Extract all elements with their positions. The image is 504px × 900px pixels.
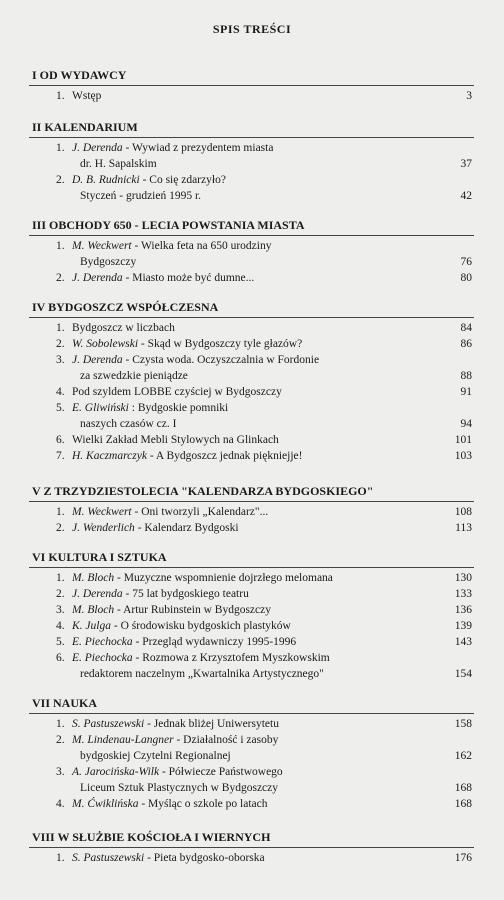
- toc-entry[interactable]: [0, 650, 504, 666]
- entry-title: [72, 238, 271, 254]
- entry-title: [72, 352, 319, 368]
- entry-title: [72, 140, 273, 156]
- entry-number: 4.: [56, 798, 65, 810]
- entry-text: Wielki Zakład Mebli Stylowych na Glinkach: [72, 434, 279, 446]
- entry-text: - Czysta woda. Oczyszczalnia w Fordonie: [122, 354, 320, 366]
- entry-page-number: 42: [460, 190, 472, 202]
- section-heading: IV BYDGOSZCZ WSPÓŁCZESNA: [32, 300, 219, 314]
- toc-entry-continuation: [0, 748, 504, 764]
- entry-number: 2.: [56, 338, 65, 350]
- entry-text: - O środowisku bydgoskich plastyków: [110, 620, 291, 632]
- entry-number: 1.: [56, 572, 65, 584]
- entry-page-number: 113: [455, 522, 472, 534]
- entry-page-number: 91: [460, 386, 472, 398]
- entry-text: - Przegląd wydawniczy 1995-1996: [132, 636, 297, 648]
- toc-entry[interactable]: [0, 140, 504, 156]
- entry-number: 1.: [56, 718, 65, 730]
- entry-page-number: 37: [460, 158, 472, 170]
- entry-title: [72, 400, 228, 416]
- entry-text: - Pieta bydgosko-oborska: [144, 852, 265, 864]
- entry-page-number: 80: [460, 272, 472, 284]
- entry-page-number: 176: [454, 852, 472, 864]
- entry-page-number: 136: [454, 604, 472, 616]
- section-heading: VI KULTURA I SZTUKA: [32, 550, 167, 564]
- entry-author: M. Weckwert: [72, 506, 132, 518]
- entry-number: 2.: [56, 588, 65, 600]
- entry-author: K. Julga: [72, 620, 111, 632]
- toc-entry[interactable]: [0, 764, 504, 780]
- entry-text: - Co się zdarzyło?: [139, 174, 226, 186]
- entry-text: - A Bydgoszcz jednak piękniejje!: [146, 450, 303, 462]
- toc-entry[interactable]: [0, 796, 504, 812]
- entry-number: 2.: [56, 272, 65, 284]
- entry-text: - Oni tworzyli „Kalendarz"...: [131, 506, 269, 518]
- entry-text: - Artur Rubinstein w Bydgoszczy: [114, 604, 271, 616]
- entry-page-number: 143: [454, 636, 472, 648]
- entry-title: [72, 850, 265, 866]
- toc-entry[interactable]: [0, 716, 504, 732]
- entry-title: [72, 520, 239, 536]
- toc-entry[interactable]: [0, 850, 504, 866]
- entry-continuation-text: dr. H. Sapalskim: [80, 158, 157, 170]
- entry-number: 3.: [56, 354, 65, 366]
- toc-entry-continuation: [0, 156, 504, 172]
- entry-number: 1.: [56, 506, 65, 518]
- entry-author: H. Kaczmarczyk: [72, 450, 147, 462]
- entry-number: 1.: [56, 322, 65, 334]
- entry-author: M. Ćwiklińska: [72, 798, 139, 810]
- entry-title: [72, 796, 267, 812]
- entry-continuation-text: Styczeń - grudzień 1995 r.: [80, 190, 202, 202]
- entry-title: [72, 716, 279, 732]
- toc-entry-continuation: [0, 416, 504, 432]
- page-title: SPIS TREŚCI: [212, 22, 292, 36]
- entry-page-number: 76: [460, 256, 472, 268]
- entry-author: M. Bloch: [72, 572, 115, 584]
- section-divider: [29, 713, 474, 714]
- entry-text: - 75 lat bydgoskiego teatru: [122, 588, 249, 600]
- toc-entry-continuation: [0, 188, 504, 204]
- entry-author: J. Wenderlich: [72, 522, 135, 534]
- toc-entry[interactable]: [0, 400, 504, 416]
- entry-text: - Działalność i zasoby: [173, 734, 279, 746]
- entry-author: D. B. Rudnicki: [72, 174, 140, 186]
- toc-entry[interactable]: [0, 732, 504, 748]
- entry-page-number: 154: [454, 668, 472, 680]
- toc-entry[interactable]: [0, 448, 504, 464]
- entry-number: 4.: [56, 386, 65, 398]
- entry-continuation-text: Liceum Sztuk Plastycznych w Bydgoszczy: [80, 782, 279, 794]
- entry-text: - Muzyczne wspomnienie dojrzłego melomana: [114, 572, 333, 584]
- entry-page-number: 94: [460, 418, 472, 430]
- entry-page-number: 133: [454, 588, 472, 600]
- toc-entry[interactable]: [0, 270, 504, 286]
- toc-entry[interactable]: [0, 336, 504, 352]
- entry-page-number: 88: [460, 370, 472, 382]
- entry-number: 1.: [56, 90, 65, 102]
- entry-number: 3.: [56, 766, 65, 778]
- entry-text: - Miasto może być dumne...: [122, 272, 255, 284]
- entry-page-number: 86: [460, 338, 472, 350]
- toc-entry[interactable]: [0, 570, 504, 586]
- entry-continuation-text: za szwedzkie pieniądze: [80, 370, 188, 382]
- entry-author: A. Jarocińska-Wilk: [72, 766, 160, 778]
- entry-text: - Wywiad z prezydentem miasta: [122, 142, 274, 154]
- section-heading: II KALENDARIUM: [32, 120, 138, 134]
- entry-title: [72, 732, 278, 748]
- entry-continuation-text: bydgoskiej Czytelni Regionalnej: [80, 750, 231, 762]
- entry-title: [72, 384, 282, 400]
- entry-title: [72, 432, 279, 448]
- entry-author: J. Derenda: [72, 272, 123, 284]
- entry-continuation-text: Bydgoszczy: [80, 256, 137, 268]
- toc-entry[interactable]: [0, 352, 504, 368]
- entry-text: Bydgoszcz w liczbach: [72, 322, 175, 334]
- entry-number: 1.: [56, 142, 65, 154]
- section-divider: [29, 235, 474, 236]
- entry-page-number: 139: [454, 620, 472, 632]
- toc-entry[interactable]: [0, 172, 504, 188]
- entry-title: [72, 602, 271, 618]
- entry-author: S. Pastuszewski: [72, 718, 145, 730]
- entry-page-number: 158: [454, 718, 472, 730]
- toc-entry[interactable]: [0, 320, 504, 336]
- entry-page-number: 168: [454, 798, 472, 810]
- section-divider: [29, 317, 474, 318]
- entry-title: [72, 586, 249, 602]
- entry-page-number: 84: [460, 322, 472, 334]
- entry-author: M. Lindenau-Langner: [72, 734, 174, 746]
- entry-title: [72, 570, 333, 586]
- entry-text: Pod szyldem LOBBE czyściej w Bydgoszczy: [72, 386, 282, 398]
- toc-entry[interactable]: [0, 504, 504, 520]
- section-heading: VIII W SŁUŻBIE KOŚCIOŁA I WIERNYCH: [32, 830, 271, 844]
- entry-text: Wstęp: [72, 90, 102, 102]
- entry-number: 2.: [56, 174, 65, 186]
- entry-text: - Półwiecze Państwowego: [159, 766, 283, 778]
- entry-title: [72, 504, 268, 520]
- entry-text: - Wielka feta na 650 urodziny: [131, 240, 272, 252]
- entry-number: 6.: [56, 652, 65, 664]
- entry-number: 4.: [56, 620, 65, 632]
- entry-text: - Kalendarz Bydgoski: [134, 522, 239, 534]
- entry-title: [72, 764, 283, 780]
- entry-title: [72, 320, 175, 336]
- entry-page-number: 168: [454, 782, 472, 794]
- entry-text: : Bydgoskie pomniki: [128, 402, 229, 414]
- toc-entry[interactable]: [0, 88, 504, 104]
- toc-entry[interactable]: [0, 586, 504, 602]
- entry-continuation-text: redaktorem naczelnym „Kwartalnika Artystycznego": [80, 668, 324, 680]
- entry-title: [72, 88, 101, 104]
- entry-author: M. Weckwert: [72, 240, 132, 252]
- entry-continuation-text: naszych czasów cz. I: [80, 418, 177, 430]
- toc-entry-continuation: [0, 254, 504, 270]
- entry-title: [72, 270, 254, 286]
- entry-text: - Skąd w Bydgoszczy tyle głazów?: [138, 338, 303, 350]
- entry-number: 3.: [56, 604, 65, 616]
- entry-page-number: 3: [466, 90, 472, 102]
- toc-entry[interactable]: [0, 520, 504, 536]
- entry-text: - Jednak bliżej Uniwersytetu: [144, 718, 279, 730]
- entry-number: 6.: [56, 434, 65, 446]
- entry-number: 2.: [56, 734, 65, 746]
- entry-author: J. Derenda: [72, 354, 123, 366]
- entry-title: [72, 336, 302, 352]
- entry-author: M. Bloch: [72, 604, 115, 616]
- section-heading: VII NAUKA: [32, 696, 98, 710]
- entry-page-number: 162: [454, 750, 472, 762]
- section-divider: [29, 567, 474, 568]
- toc-entry[interactable]: [0, 602, 504, 618]
- toc-entry-continuation: [0, 666, 504, 682]
- entry-text: - Myśląc o szkole po latach: [138, 798, 268, 810]
- section-heading: I OD WYDAWCY: [32, 68, 127, 82]
- toc-entry[interactable]: [0, 384, 504, 400]
- entry-author: S. Pastuszewski: [72, 852, 145, 864]
- toc-entry[interactable]: [0, 618, 504, 634]
- entry-number: 1.: [56, 852, 65, 864]
- entry-text: - Rozmowa z Krzysztofem Myszkowskim: [132, 652, 330, 664]
- entry-author: J. Derenda: [72, 142, 123, 154]
- toc-entry[interactable]: [0, 634, 504, 650]
- section-heading: III OBCHODY 650 - LECIA POWSTANIA MIASTA: [32, 218, 305, 232]
- entry-author: E. Piechocka: [72, 636, 133, 648]
- entry-title: [72, 634, 296, 650]
- section-divider: [29, 501, 474, 502]
- entry-title: [72, 650, 330, 666]
- entry-title: [72, 618, 291, 634]
- section-divider: [29, 85, 474, 86]
- entry-page-number: 101: [454, 434, 472, 446]
- entry-author: J. Derenda: [72, 588, 123, 600]
- toc-entry-continuation: [0, 780, 504, 796]
- entry-author: E. Piechocka: [72, 652, 133, 664]
- toc-entry-continuation: [0, 368, 504, 384]
- entry-author: W. Sobolewski: [72, 338, 139, 350]
- toc-entry[interactable]: [0, 238, 504, 254]
- entry-number: 7.: [56, 450, 65, 462]
- section-divider: [29, 137, 474, 138]
- entry-author: E. Gliwiński: [72, 402, 129, 414]
- toc-entry[interactable]: [0, 432, 504, 448]
- entry-title: [72, 172, 226, 188]
- entry-page-number: 108: [454, 506, 472, 518]
- entry-number: 5.: [56, 636, 65, 648]
- entry-number: 2.: [56, 522, 65, 534]
- entry-title: [72, 448, 302, 464]
- section-heading: V Z TRZYDZIESTOLECIA "KALENDARZA BYDGOSKIEGO": [32, 484, 374, 498]
- section-divider: [29, 847, 474, 848]
- entry-number: 1.: [56, 240, 65, 252]
- entry-page-number: 103: [454, 450, 472, 462]
- entry-page-number: 130: [454, 572, 472, 584]
- entry-number: 5.: [56, 402, 65, 414]
